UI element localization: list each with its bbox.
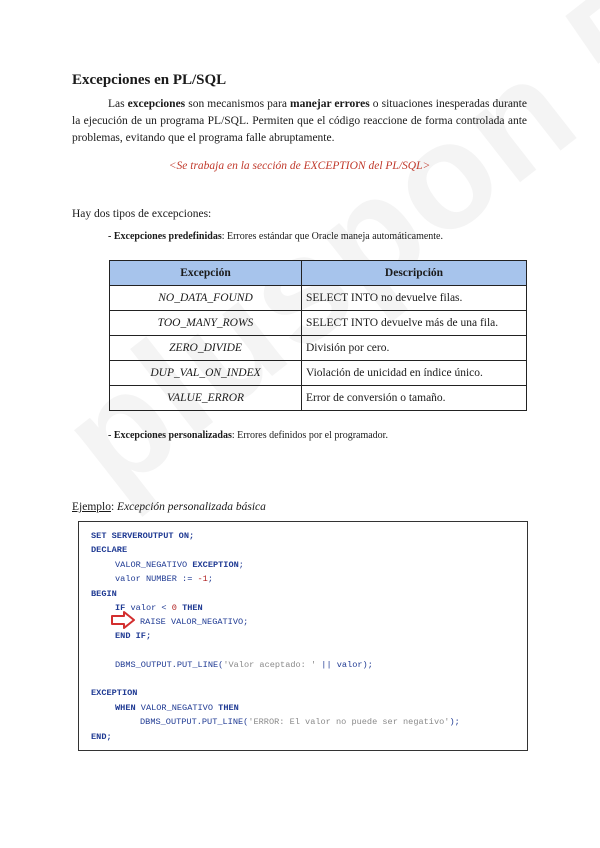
example-label: Ejemplo <box>72 501 111 513</box>
table-cell-description: Error de conversión o tamaño. <box>302 386 527 411</box>
table-row <box>110 361 527 386</box>
code-token: END IF; <box>115 631 152 641</box>
table-row <box>110 311 527 336</box>
table-cell-exception: DUP_VAL_ON_INDEX <box>110 361 302 386</box>
code-line <box>91 531 194 541</box>
intro-text-3: o situaciones inesperadas durante la ejecución de un programa PL/SQL. Permiten que el código reaccione de forma controlada ante problemas, evitando que el programa falle abruptamente. <box>72 98 527 144</box>
bullet-custom <box>108 430 388 441</box>
code-token: 'Valor aceptado: ' <box>223 660 317 670</box>
exceptions-table <box>109 260 527 411</box>
bullet-custom-label: - Excepciones personalizadas <box>108 430 232 441</box>
table-row <box>110 386 527 411</box>
table-header-description: Descripción <box>302 261 527 286</box>
intro-paragraph <box>72 96 527 147</box>
code-line <box>140 717 460 727</box>
code-line <box>115 703 239 713</box>
types-intro: Hay dos tipos de excepciones: <box>72 208 212 220</box>
code-token: DBMS_OUTPUT.PUT_LINE( <box>140 717 249 727</box>
intro-text-1: Las <box>108 98 128 110</box>
example-description: Excepción personalizada básica <box>117 501 266 513</box>
code-token: IF <box>115 603 131 613</box>
table-row <box>110 336 527 361</box>
bullet-predefined-label: - Excepciones predefinidas <box>108 231 222 242</box>
code-line <box>91 589 117 599</box>
code-token: VALOR_NEGATIVO <box>140 703 213 713</box>
code-token: ; <box>207 574 214 584</box>
code-token: valor NUMBER := <box>115 574 198 584</box>
right-arrow-icon <box>110 611 136 629</box>
code-token: || valor); <box>316 660 373 670</box>
code-token: SET SERVEROUTPUT ON; <box>91 531 195 541</box>
code-token: 0 <box>171 603 177 613</box>
bullet-custom-text: : Errores definidos por el programador. <box>231 430 388 441</box>
code-line <box>91 545 127 555</box>
code-token: 'ERROR: El valor no puede ser negativo' <box>248 717 450 727</box>
table-cell-exception: NO_DATA_FOUND <box>110 286 302 311</box>
code-token: ); <box>449 717 460 727</box>
table-cell-description: Violación de unicidad en índice único. <box>302 361 527 386</box>
code-token: END; <box>91 732 112 742</box>
code-token: THEN <box>176 603 203 613</box>
intro-bold-1: excepciones <box>127 98 186 110</box>
table-cell-description: División por cero. <box>302 336 527 361</box>
code-line <box>115 631 151 641</box>
code-line <box>91 732 112 742</box>
code-line <box>91 688 137 698</box>
section-note: <Se trabaja en la sección de EXCEPTION del PL/SQL> <box>168 160 431 172</box>
code-token: DBMS_OUTPUT.PUT_LINE( <box>115 660 224 670</box>
table-cell-exception: VALUE_ERROR <box>110 386 302 411</box>
table-cell-exception: TOO_MANY_ROWS <box>110 311 302 336</box>
code-token: DECLARE <box>91 545 128 555</box>
page-title: Excepciones en PL/SQL <box>72 72 227 88</box>
table-cell-description: SELECT INTO devuelve más de una fila. <box>302 311 527 336</box>
code-line <box>115 574 213 584</box>
table-header-row <box>110 261 527 286</box>
code-token: VALOR_NEGATIVO <box>115 560 193 570</box>
code-token: WHEN <box>115 703 141 713</box>
code-token: RAISE VALOR_NEGATIVO; <box>140 617 249 627</box>
code-token: EXCEPTION <box>91 688 138 698</box>
bullet-predefined-text: : Errores estándar que Oracle maneja automáticamente. <box>221 231 443 242</box>
code-token: BEGIN <box>91 589 117 599</box>
code-token: ; <box>238 560 244 570</box>
bullet-predefined <box>108 231 443 242</box>
code-token: THEN <box>213 703 239 713</box>
intro-bold-2: manejar errores <box>290 98 370 110</box>
code-line <box>140 617 248 627</box>
code-token: EXCEPTION <box>192 560 239 570</box>
table-cell-exception: ZERO_DIVIDE <box>110 336 302 361</box>
code-token: valor < <box>130 603 172 613</box>
table-row <box>110 286 527 311</box>
example-separator: : <box>110 501 118 513</box>
code-line <box>115 660 373 670</box>
table-header-exception: Excepción <box>110 261 302 286</box>
example-title <box>72 501 266 513</box>
intro-text-2: son mecanismos para <box>185 98 291 110</box>
table-cell-description: SELECT INTO no devuelve filas. <box>302 286 527 311</box>
code-line <box>115 560 244 570</box>
code-token: -1 <box>197 574 208 584</box>
